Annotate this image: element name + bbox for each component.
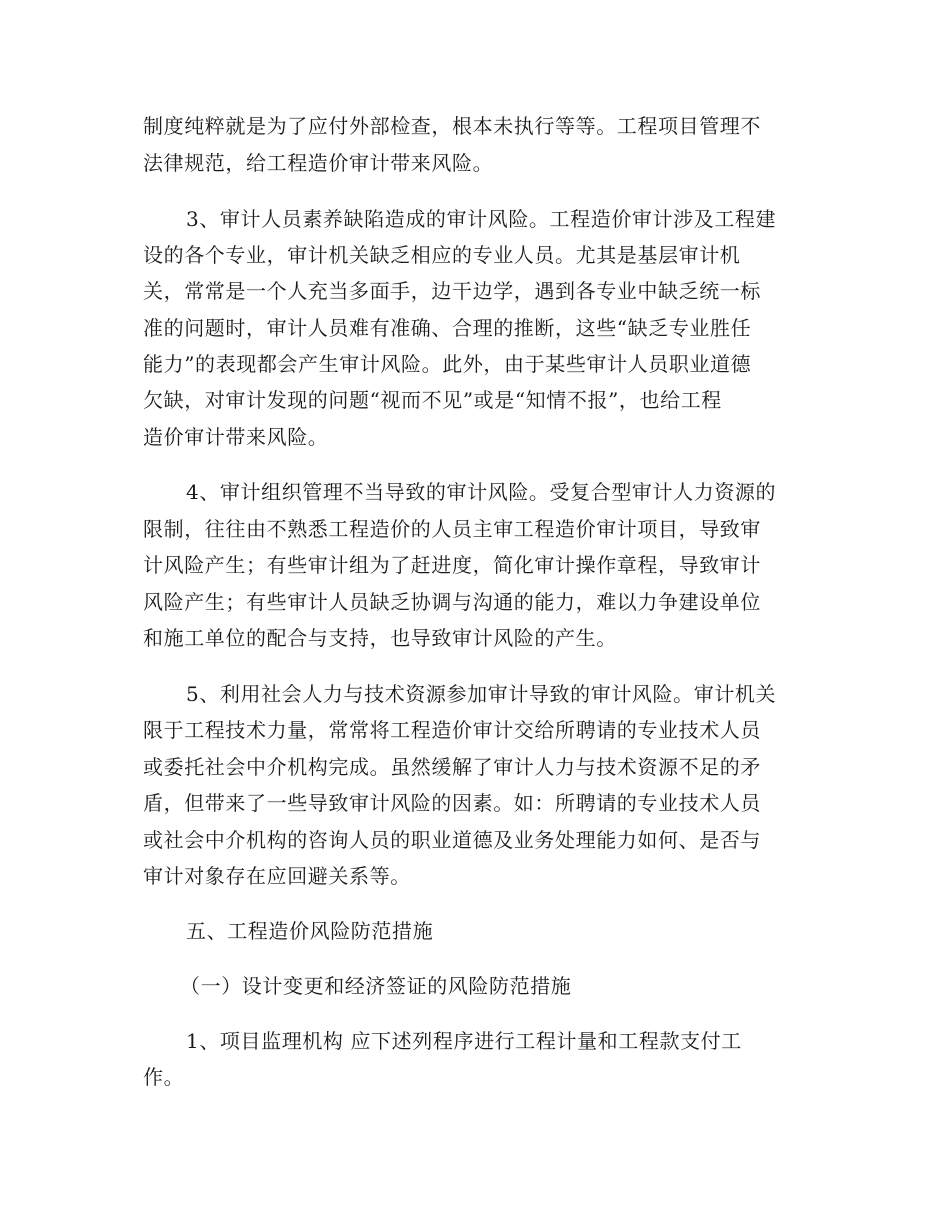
paragraph-line: 审计对象存在应回避关系等。 (143, 864, 411, 888)
section-heading: 五、工程造价风险防范措施 (186, 919, 434, 943)
paragraph-line: 盾，但带来了一些导致审计风险的因素。如：所聘请的专业技术人员 (143, 791, 761, 815)
paragraph-line: 5、利用社会人力与技术资源参加审计导致的审计风险。审计机关 (186, 682, 777, 706)
paragraph-line: 造价审计带来风险。 (143, 425, 329, 449)
paragraph-line: 计风险产生；有些审计组为了赶进度，简化审计操作章程，导致审计 (143, 553, 761, 577)
paragraph-line: 作。 (143, 1065, 185, 1089)
paragraph-line: 4、审计组织管理不当导致的审计风险。受复合型审计人力资源的 (186, 480, 777, 504)
paragraph-line: 和施工单位的配合与支持，也导致审计风险的产生。 (143, 626, 617, 650)
paragraph-line: 限制，往往由不熟悉工程造价的人员主审工程造价审计项目，导致审 (143, 517, 761, 541)
subsection-heading: （一）设计变更和经济签证的风险防范措施 (180, 974, 572, 998)
paragraph-line: 能力”的表现都会产生审计风险。此外，由于某些审计人员职业道德 (143, 352, 752, 376)
paragraph-line: 关，常常是一个人充当多面手，边干边学，遇到各专业中缺乏统一标 (143, 279, 761, 303)
paragraph-line: 限于工程技术力量，常常将工程造价审计交给所聘请的专业技术人员 (143, 718, 761, 742)
paragraph-line: 1、项目监理机构 应下述列程序进行工程计量和工程款支付工 (186, 1029, 742, 1053)
paragraph-line: 欠缺，对审计发现的问题“视而不见”或是“知情不报”，也给工程 (143, 388, 722, 412)
paragraph-line: 法律规范，给工程造价审计带来风险。 (143, 151, 494, 175)
paragraph-line: 或委托社会中介机构完成。虽然缓解了审计人力与技术资源不足的矛 (143, 755, 761, 779)
paragraph-line: 3、审计人员素养缺陷造成的审计风险。工程造价审计涉及工程建 (186, 207, 777, 231)
paragraph-line: 设的各个专业，审计机关缺乏相应的专业人员。尤其是基层审计机 (143, 243, 741, 267)
paragraph-line: 制度纯粹就是为了应付外部检查，根本未执行等等。工程项目管理不 (143, 114, 761, 138)
paragraph-line: 风险产生；有些审计人员缺乏协调与沟通的能力，难以力争建设单位 (143, 590, 761, 614)
paragraph-line: 或社会中介机构的咨询人员的职业道德及业务处理能力如何、是否与 (143, 828, 761, 852)
paragraph-line: 准的问题时，审计人员难有准确、合理的推断，这些“缺乏专业胜任 (143, 316, 752, 340)
